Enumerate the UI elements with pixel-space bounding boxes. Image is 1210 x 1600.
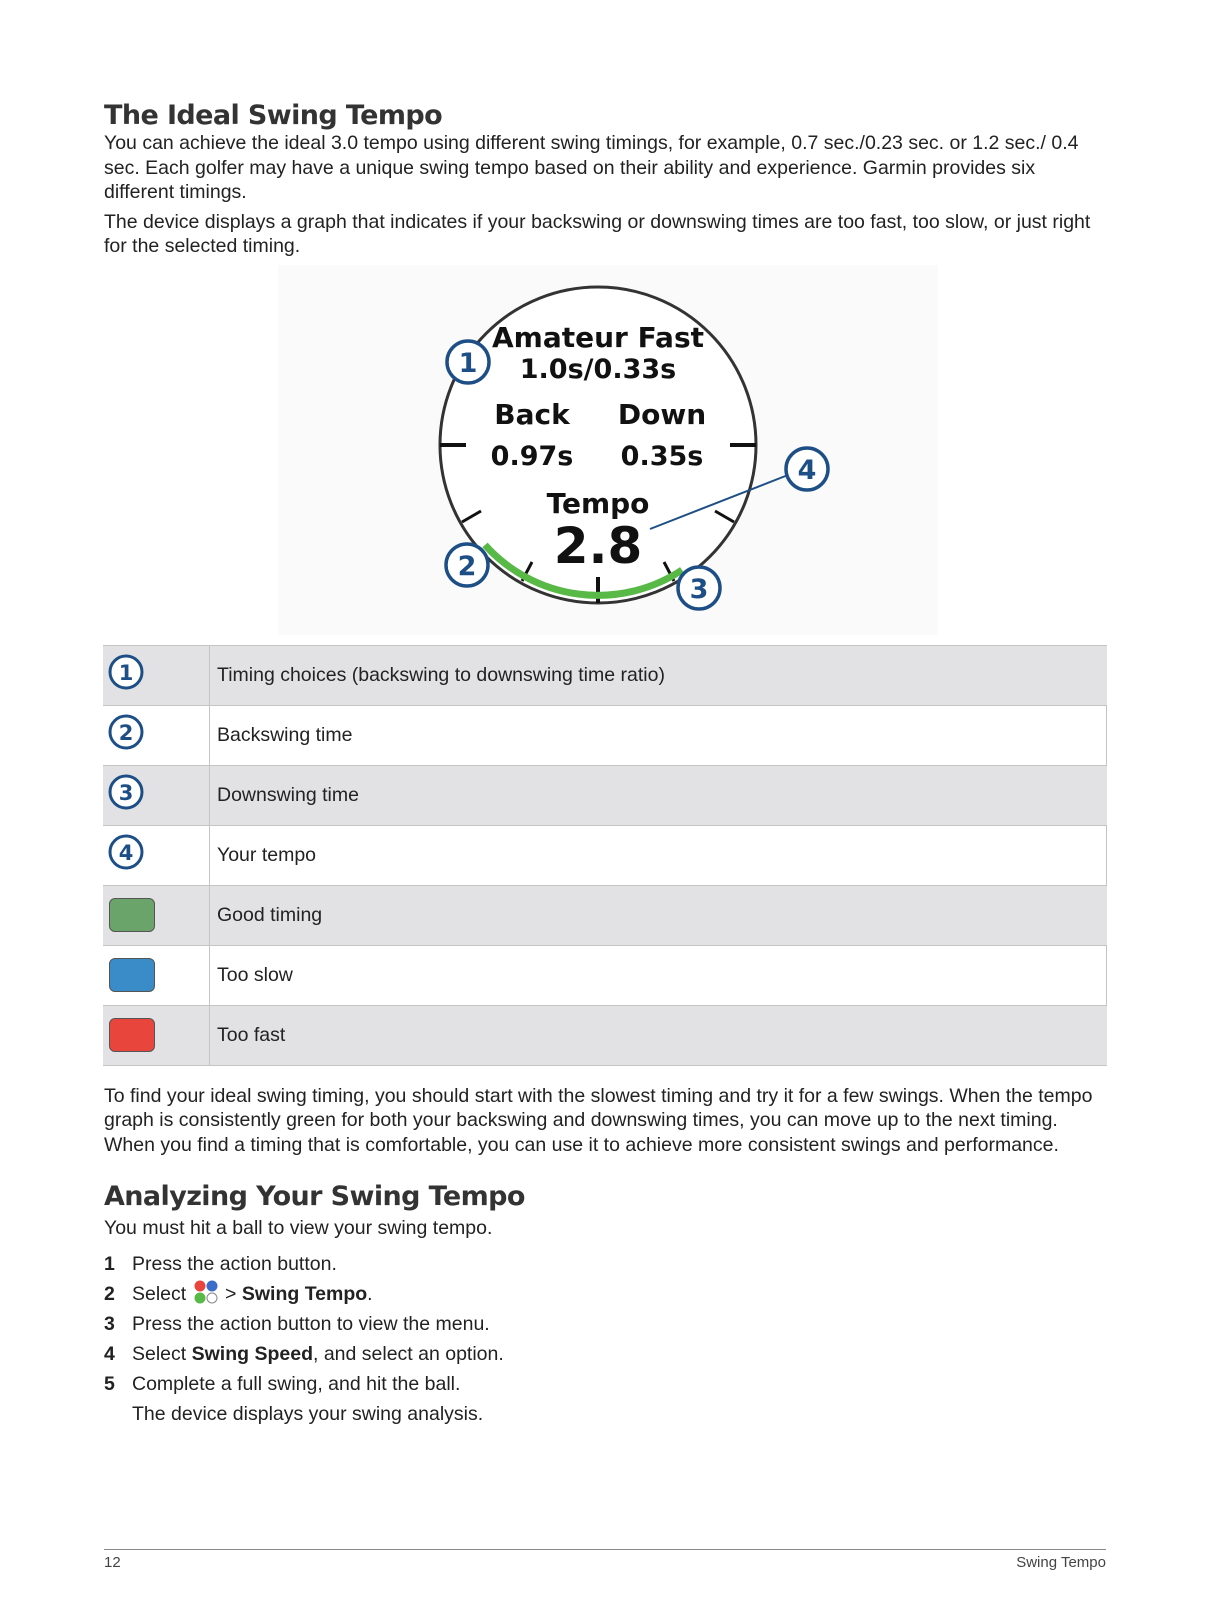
legend-text: Timing choices (backswing to downswing time ratio)	[210, 645, 1107, 705]
legend-text: Too fast	[210, 1005, 1107, 1065]
legend-text: Your tempo	[210, 825, 1107, 885]
svg-text:1: 1	[458, 347, 478, 379]
legend-row	[103, 945, 1107, 1005]
step-text: Press the action button.	[132, 1252, 337, 1275]
callout-1-icon	[103, 652, 149, 692]
svg-text:4: 4	[118, 841, 134, 865]
svg-text:3: 3	[118, 781, 134, 805]
watch-face-illustration	[278, 265, 938, 635]
step-item	[104, 1309, 1104, 1339]
swing-speed-menu-item: Swing Speed	[191, 1342, 313, 1365]
step-number: 5	[104, 1372, 115, 1395]
watch-figure	[278, 265, 938, 635]
legend-table	[103, 645, 1107, 1066]
analyzing-intro: You must hit a ball to view your swing tempo.	[104, 1217, 493, 1239]
legend-text: Good timing	[210, 885, 1107, 945]
good-timing-swatch	[109, 898, 155, 932]
step-number: 3	[104, 1312, 115, 1335]
page-content	[104, 100, 1104, 1429]
timing-ratio: 1.0s/0.33s	[519, 353, 677, 385]
callout-2	[446, 544, 488, 586]
page-footer	[104, 1549, 1106, 1571]
step-number: 1	[104, 1252, 115, 1275]
callout-2-icon	[103, 712, 149, 752]
svg-text:2: 2	[118, 721, 134, 745]
apps-icon	[192, 1279, 220, 1305]
footer-section-title: Swing Tempo	[1016, 1554, 1106, 1571]
step-text: Press the action button to view the menu.	[132, 1312, 490, 1335]
step-text: Complete a full swing, and hit the ball.	[132, 1372, 461, 1395]
legend-row	[103, 1005, 1107, 1065]
down-label: Down	[617, 397, 707, 431]
legend-text: Downswing time	[210, 765, 1107, 825]
heading-analyzing-swing-tempo: Analyzing Your Swing Tempo	[104, 1181, 525, 1212]
callout-3-icon	[103, 772, 149, 812]
legend-row	[103, 885, 1107, 945]
down-value: 0.35s	[620, 440, 704, 472]
svg-text:1: 1	[118, 661, 134, 685]
timing-title: Amateur Fast	[491, 320, 705, 354]
step-item: 4 Select Swing Speed, and select an option.	[104, 1339, 1104, 1369]
callout-3	[678, 567, 720, 609]
legend-text: Too slow	[210, 945, 1107, 1005]
back-label: Back	[494, 397, 570, 431]
callout-4-icon	[103, 832, 149, 872]
heading-ideal-swing-tempo: The Ideal Swing Tempo	[104, 100, 443, 131]
svg-text:2: 2	[457, 550, 477, 582]
step-result: The device displays your swing analysis.	[132, 1402, 484, 1425]
intro-paragraph: You can achieve the ideal 3.0 tempo using different swing timings, for example, 0.7 sec./0.23 sec. or 1.2 sec./ 0.4 sec. Each golfer may have a unique swing tempo based on their ability and experience. Garmin provides six different timings.	[104, 132, 1079, 203]
swing-tempo-menu-item: Swing Tempo	[241, 1282, 368, 1305]
legend-row	[103, 825, 1107, 885]
callout-4	[786, 448, 828, 490]
svg-text:4: 4	[797, 454, 817, 486]
step-item	[104, 1249, 1104, 1279]
graph-paragraph: The device displays a graph that indicates if your backswing or downswing times are too fast, too slow, or just right for the selected timing.	[104, 210, 1091, 257]
step-item	[104, 1369, 1104, 1399]
step-text: Select	[132, 1342, 187, 1365]
tempo-value: 2.8	[553, 516, 643, 575]
legend-text: Backswing time	[210, 705, 1107, 765]
step-number: 2	[104, 1282, 115, 1305]
legend-row	[103, 765, 1107, 825]
too-slow-swatch	[109, 958, 155, 992]
menu-separator: >	[225, 1282, 237, 1305]
steps-list	[104, 1249, 1104, 1429]
back-value: 0.97s	[490, 440, 574, 472]
page-number: 12	[104, 1554, 121, 1571]
legend-row	[103, 705, 1107, 765]
too-fast-swatch	[109, 1018, 155, 1052]
ideal-timing-paragraph: To find your ideal swing timing, you should start with the slowest timing and try it for a few swings. When the tempo graph is consistently green for both your backswing and downswing times, you can move up to the next timing. When you find a timing that is comfortable, you can use it to achieve more consistent swings and performance.	[104, 1084, 1093, 1156]
step-number: 4	[104, 1342, 115, 1365]
svg-text:3: 3	[689, 573, 709, 605]
step-text: Select	[132, 1282, 187, 1305]
callout-1	[447, 341, 489, 383]
step-item: 2 Select > Swing Tempo.	[104, 1279, 1104, 1309]
tempo-label: Tempo	[546, 486, 650, 520]
legend-row	[103, 645, 1107, 705]
